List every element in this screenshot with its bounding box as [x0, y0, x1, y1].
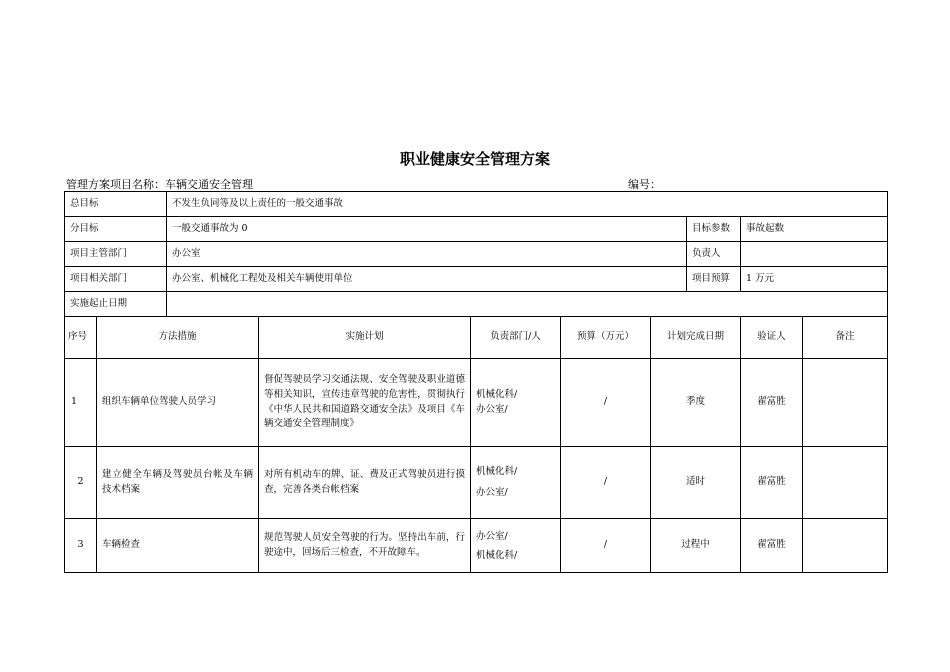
- row-dept: [471, 359, 561, 447]
- document-number-label: 编号：: [628, 178, 661, 191]
- lead-dept-value: 办公室: [167, 242, 687, 267]
- total-goal-label: 总目标: [65, 192, 167, 217]
- header-dept: 负责部门/人: [471, 317, 561, 359]
- row-dept-line: 办公室/: [476, 530, 508, 542]
- row-dept-line: 机械化科/: [476, 549, 518, 561]
- row-remark: [803, 519, 888, 573]
- goal-param-label: 目标参数: [687, 217, 741, 242]
- row-method: 车辆检查: [97, 519, 259, 573]
- total-goal-row: [65, 192, 888, 217]
- period-value: [167, 292, 888, 317]
- period-label: 实施起止日期: [65, 292, 167, 317]
- row-dept: [471, 519, 561, 573]
- row-dept-line: 机械化科/: [476, 388, 518, 400]
- header-method: 方法措施: [97, 317, 259, 359]
- header-budget: 预算（万元）: [561, 317, 651, 359]
- budget-label: 项目预算: [687, 267, 741, 292]
- row-remark: [803, 359, 888, 447]
- document-title: 职业健康安全管理方案: [399, 150, 550, 168]
- row-method: 建立健全车辆及驾驶员台帐及车辆技术档案: [97, 447, 259, 519]
- total-goal-value: 不发生负同等及以上责任的一般交通事故: [167, 192, 888, 217]
- table-row: [65, 359, 888, 447]
- row-budget: /: [561, 519, 651, 573]
- row-verifier: 翟富胜: [741, 447, 803, 519]
- related-dept-row: [65, 267, 888, 292]
- row-seq: 3: [65, 519, 97, 573]
- row-budget: /: [561, 447, 651, 519]
- row-verifier: 翟富胜: [741, 359, 803, 447]
- header-seq: 序号: [65, 317, 97, 359]
- row-dept-line: 办公室/: [476, 403, 508, 415]
- lead-dept-label: 项目主管部门: [65, 242, 167, 267]
- measures-header-row: [65, 317, 888, 359]
- lead-dept-row: [65, 242, 888, 267]
- period-row: [65, 292, 888, 317]
- sub-goal-value: 一般交通事故为 0: [167, 217, 687, 242]
- row-plan: 督促驾驶员学习交通法规、安全驾驶及职业道德等相关知识，宣传违章驾驶的危害性，贯彻执行《中华人民共和国道路交通安全法》及项目《车辆交通安全管理制度》: [259, 359, 471, 447]
- header-remark: 备注: [803, 317, 888, 359]
- row-verifier: 翟富胜: [741, 519, 803, 573]
- row-dept: [471, 447, 561, 519]
- row-plan: 规范驾驶人员安全驾驶的行为。坚持出车前，行驶途中，回场后三检查，不开故障车。: [259, 519, 471, 573]
- sub-goal-row: [65, 217, 888, 242]
- header-date: 计划完成日期: [651, 317, 741, 359]
- related-dept-value: 办公室、机械化工程处及相关车辆使用单位: [167, 267, 687, 292]
- table-row: [65, 519, 888, 573]
- owner-value: [741, 242, 888, 267]
- header-plan: 实施计划: [259, 317, 471, 359]
- related-dept-label: 项目相关部门: [65, 267, 167, 292]
- sub-goal-label: 分目标: [65, 217, 167, 242]
- row-method: 组织车辆单位驾驶人员学习: [97, 359, 259, 447]
- table-row: [65, 447, 888, 519]
- budget-value: 1 万元: [741, 267, 888, 292]
- row-date: 过程中: [651, 519, 741, 573]
- row-date: 适时: [651, 447, 741, 519]
- row-remark: [803, 447, 888, 519]
- owner-label: 负责人: [687, 242, 741, 267]
- row-seq: 1: [65, 359, 97, 447]
- row-date: 季度: [651, 359, 741, 447]
- goal-param-value: 事故起数: [741, 217, 888, 242]
- header-verifier: 验证人: [741, 317, 803, 359]
- row-dept-line: 办公室/: [476, 486, 508, 498]
- row-budget: /: [561, 359, 651, 447]
- project-name-label: 管理方案项目名称：车辆交通安全管理: [66, 178, 253, 191]
- row-plan: 对所有机动车的牌、证、费及正式驾驶员进行摸查，完善各类台帐档案: [259, 447, 471, 519]
- row-dept-line: 机械化科/: [476, 465, 518, 477]
- management-plan-table: [64, 191, 888, 573]
- row-seq: 2: [65, 447, 97, 519]
